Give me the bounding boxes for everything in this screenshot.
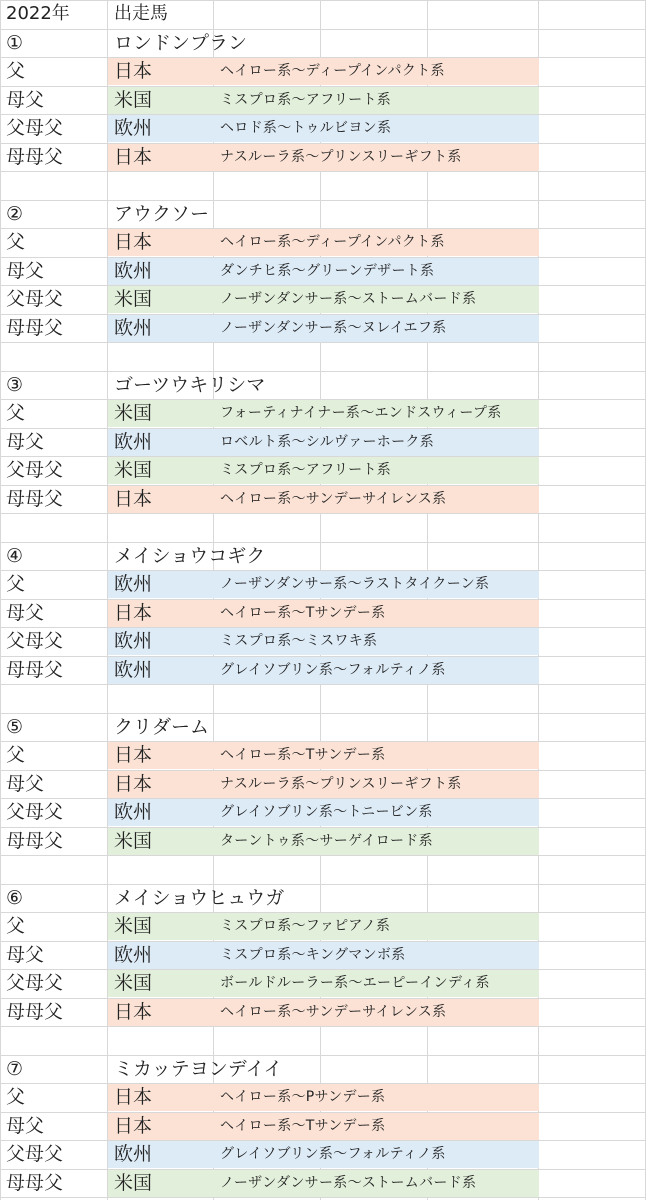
region-cell[interactable]: 日本	[114, 1000, 153, 1023]
lineage-cell[interactable]: ヘイロー系〜Tサンデー系	[220, 604, 386, 621]
horse-name-row[interactable]	[0, 200, 646, 229]
lineage-cell[interactable]: ヘイロー系〜サンデーサイレンス系	[220, 490, 447, 507]
lineage-cell[interactable]: ナスルーラ系〜プリンスリーギフト系	[220, 775, 462, 792]
horse-number-cell[interactable]: ①	[6, 31, 24, 54]
pedigree-row[interactable]	[0, 570, 646, 599]
lineage-cell[interactable]: ヘイロー系〜ディープインパクト系	[220, 234, 445, 250]
role-cell[interactable]: 父	[6, 60, 26, 82]
region-cell[interactable]: 日本	[114, 1086, 153, 1108]
pedigree-row[interactable]	[0, 741, 646, 770]
region-cell[interactable]: 日本	[114, 601, 153, 624]
horse-name-row[interactable]	[0, 713, 646, 742]
horse-name-row[interactable]	[0, 29, 646, 58]
region-cell[interactable]: 日本	[114, 60, 153, 82]
horse-name-row[interactable]	[0, 884, 646, 913]
lineage-cell[interactable]: ダンチヒ系〜グリーンデザート系	[220, 262, 435, 279]
header-year-cell[interactable]: 2022年	[6, 3, 70, 24]
role-cell[interactable]: 父	[6, 1086, 26, 1108]
pedigree-row[interactable]	[0, 228, 646, 257]
horse-name-cell[interactable]: ロンドンプラン	[114, 31, 248, 54]
lineage-cell[interactable]: ヘイロー系〜Tサンデー系	[220, 747, 386, 763]
role-cell[interactable]: 父母父	[6, 288, 64, 310]
horse-number-cell[interactable]: ④	[6, 544, 24, 567]
header-row[interactable]	[0, 0, 646, 29]
role-cell[interactable]: 母父	[6, 88, 45, 111]
region-cell[interactable]: 日本	[114, 145, 153, 168]
lineage-cell[interactable]: フォーティナイナー系〜エンドスウィープ系	[220, 405, 502, 421]
region-cell[interactable]: 米国	[114, 88, 153, 111]
region-cell[interactable]: 日本	[114, 1114, 153, 1137]
lineage-cell[interactable]: グレイソブリン系〜フォルティノ系	[220, 661, 446, 678]
region-cell[interactable]: 欧州	[114, 943, 153, 966]
role-cell[interactable]: 母母父	[6, 145, 64, 168]
horse-name-cell[interactable]: メイショウヒュウガ	[114, 886, 285, 909]
grid-row-line	[0, 1026, 646, 1027]
role-cell[interactable]: 父	[6, 744, 26, 766]
lineage-cell[interactable]: ノーザンダンサー系〜ストームバード系	[220, 291, 477, 307]
horse-name-row[interactable]	[0, 371, 646, 400]
pedigree-row[interactable]	[0, 1112, 646, 1141]
pedigree-row[interactable]	[0, 285, 646, 314]
role-cell[interactable]: 母父	[6, 943, 45, 966]
lineage-cell[interactable]: ヘイロー系〜Tサンデー系	[220, 1117, 386, 1134]
role-cell[interactable]: 母母父	[6, 829, 64, 852]
grid-row-line	[0, 513, 646, 514]
pedigree-row[interactable]	[0, 1140, 646, 1169]
pedigree-row[interactable]	[0, 86, 646, 115]
region-cell[interactable]: 米国	[114, 459, 153, 481]
role-cell[interactable]: 父	[6, 231, 26, 253]
horse-number-cell[interactable]: ⑥	[6, 886, 24, 909]
horse-number-cell[interactable]: ③	[6, 373, 24, 396]
pedigree-row[interactable]	[0, 627, 646, 656]
lineage-cell[interactable]: ミスプロ系〜キングマンボ系	[220, 946, 406, 963]
role-cell[interactable]: 父母父	[6, 801, 64, 823]
lineage-cell[interactable]: グレイソブリン系〜フォルティノ系	[220, 1146, 446, 1162]
region-cell[interactable]: 米国	[114, 288, 153, 310]
role-cell[interactable]: 母母父	[6, 316, 64, 339]
lineage-cell[interactable]: ミスプロ系〜ミスワキ系	[220, 633, 378, 649]
role-cell[interactable]: 母父	[6, 430, 45, 453]
role-cell[interactable]: 母父	[6, 1114, 45, 1137]
pedigree-row[interactable]	[0, 1169, 646, 1198]
lineage-cell[interactable]: ヘイロー系〜Pサンデー系	[220, 1089, 386, 1105]
pedigree-row[interactable]	[0, 257, 646, 286]
horse-name-cell[interactable]: ミカッテヨンデイイ	[114, 1057, 283, 1080]
role-cell[interactable]: 父母父	[6, 459, 64, 481]
pedigree-row[interactable]	[0, 770, 646, 799]
grid-row-line	[0, 0, 646, 1]
lineage-cell[interactable]: ノーザンダンサー系〜ストームバード系	[220, 1174, 477, 1191]
role-cell[interactable]: 父母父	[6, 630, 64, 652]
horse-name-cell[interactable]: アウクソー	[114, 202, 210, 225]
role-cell[interactable]: 母母父	[6, 658, 64, 681]
pedigree-row[interactable]	[0, 941, 646, 970]
lineage-cell[interactable]: ターントゥ系〜サーゲイロード系	[220, 832, 433, 849]
lineage-cell[interactable]: ミスプロ系〜アフリート系	[220, 462, 392, 478]
region-cell[interactable]: 米国	[114, 829, 153, 852]
role-cell[interactable]: 父	[6, 402, 26, 424]
region-cell[interactable]: 欧州	[114, 259, 153, 282]
pedigree-row[interactable]	[0, 114, 646, 143]
lineage-cell[interactable]: ミスプロ系〜ファピアノ系	[220, 918, 391, 934]
pedigree-row[interactable]	[0, 456, 646, 485]
role-cell[interactable]: 父母父	[6, 1143, 64, 1165]
pedigree-row[interactable]	[0, 399, 646, 428]
role-cell[interactable]: 母父	[6, 259, 45, 282]
region-cell[interactable]: 米国	[114, 915, 153, 937]
region-cell[interactable]: 欧州	[114, 801, 153, 823]
region-cell[interactable]: 欧州	[114, 573, 153, 595]
role-cell[interactable]: 母父	[6, 601, 45, 624]
lineage-cell[interactable]: ナスルーラ系〜プリンスリーギフト系	[220, 148, 462, 165]
region-cell[interactable]: 欧州	[114, 316, 153, 339]
lineage-cell[interactable]: ノーザンダンサー系〜ラストタイクーン系	[220, 576, 490, 592]
lineage-cell[interactable]: ヘイロー系〜ディープインパクト系	[220, 63, 445, 79]
lineage-cell[interactable]: ロベルト系〜シルヴァーホーク系	[220, 433, 435, 450]
horse-number-cell[interactable]: ⑤	[6, 715, 24, 738]
horse-name-cell[interactable]: ゴーツウキリシマ	[114, 373, 266, 396]
role-cell[interactable]: 母母父	[6, 487, 64, 510]
pedigree-row[interactable]	[0, 428, 646, 457]
role-cell[interactable]: 父母父	[6, 972, 64, 994]
region-cell[interactable]: 米国	[114, 402, 153, 424]
header-title-cell[interactable]: 出走馬	[114, 3, 168, 24]
grid-row-line	[0, 855, 646, 856]
pedigree-row[interactable]	[0, 599, 646, 628]
lineage-cell[interactable]: グレイソブリン系〜トニービン系	[220, 804, 433, 820]
horse-name-cell[interactable]: クリダーム	[114, 715, 210, 738]
role-cell[interactable]: 父	[6, 573, 26, 595]
lineage-cell[interactable]: ヘロド系〜トゥルビヨン系	[220, 120, 392, 136]
grid-row-line	[0, 171, 646, 172]
pedigree-row[interactable]	[0, 798, 646, 827]
region-cell[interactable]: 日本	[114, 231, 153, 253]
role-cell[interactable]: 父母父	[6, 117, 64, 139]
pedigree-row[interactable]	[0, 485, 646, 514]
region-cell[interactable]: 米国	[114, 1171, 153, 1194]
horse-number-cell[interactable]: ②	[6, 202, 24, 225]
pedigree-row[interactable]	[0, 998, 646, 1027]
horse-name-row[interactable]	[0, 542, 646, 571]
pedigree-row[interactable]	[0, 314, 646, 343]
pedigree-row[interactable]	[0, 143, 646, 172]
pedigree-row[interactable]	[0, 969, 646, 998]
lineage-cell[interactable]: ボールドルーラー系〜エーピーインディ系	[220, 975, 490, 991]
region-cell[interactable]: 欧州	[114, 658, 153, 681]
lineage-cell[interactable]: ヘイロー系〜サンデーサイレンス系	[220, 1003, 447, 1020]
role-cell[interactable]: 母母父	[6, 1171, 64, 1194]
horse-number-cell[interactable]: ⑦	[6, 1057, 24, 1080]
region-cell[interactable]: 欧州	[114, 630, 153, 652]
grid-row-line	[0, 1197, 646, 1198]
grid-row-line	[0, 684, 646, 685]
region-cell[interactable]: 日本	[114, 772, 153, 795]
pedigree-row[interactable]	[0, 1083, 646, 1112]
lineage-cell[interactable]: ミスプロ系〜アフリート系	[220, 91, 392, 108]
region-cell[interactable]: 日本	[114, 744, 153, 766]
role-cell[interactable]: 母母父	[6, 1000, 64, 1023]
horse-name-cell[interactable]: メイショウコギク	[114, 544, 266, 567]
region-cell[interactable]: 欧州	[114, 117, 153, 139]
pedigree-row[interactable]	[0, 912, 646, 941]
lineage-cell[interactable]: ノーザンダンサー系〜ヌレイエフ系	[220, 319, 447, 336]
region-cell[interactable]: 米国	[114, 972, 153, 994]
pedigree-row[interactable]	[0, 57, 646, 86]
pedigree-row[interactable]	[0, 656, 646, 685]
region-cell[interactable]: 欧州	[114, 1143, 153, 1165]
horse-name-row[interactable]	[0, 1055, 646, 1084]
region-cell[interactable]: 欧州	[114, 430, 153, 453]
pedigree-row[interactable]	[0, 827, 646, 856]
role-cell[interactable]: 父	[6, 915, 26, 937]
grid-row-line	[0, 342, 646, 343]
role-cell[interactable]: 母父	[6, 772, 45, 795]
region-cell[interactable]: 日本	[114, 487, 153, 510]
